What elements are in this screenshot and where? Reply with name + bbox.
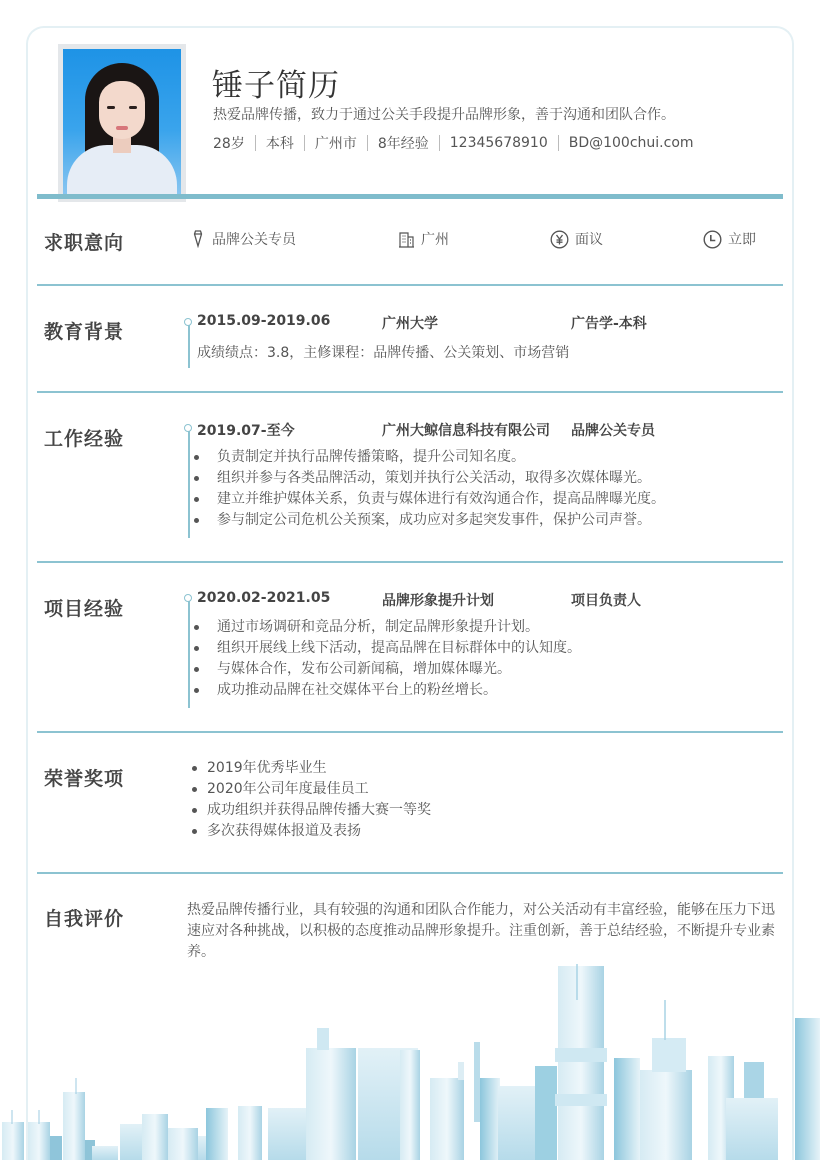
yen-icon xyxy=(550,230,569,249)
phone: 12345678910 xyxy=(449,135,548,151)
list-item: 2019年优秀毕业生 xyxy=(187,758,431,779)
education-major: 广告学-本科 xyxy=(571,316,647,332)
section-divider xyxy=(37,284,783,286)
clock-icon xyxy=(703,230,722,249)
work-position: 品牌公关专员 xyxy=(571,423,655,439)
education-school: 广州大学 xyxy=(382,316,438,332)
timeline-line xyxy=(188,324,190,368)
list-item: 成功组织并获得品牌传播大赛一等奖 xyxy=(187,800,431,821)
section-title-intent: 求职意向 xyxy=(44,232,125,254)
email: BD@100chui.com xyxy=(568,135,694,151)
experience-years: 8年经验 xyxy=(377,136,429,152)
list-item: 与媒体合作，发布公司新闻稿，增加媒体曝光。 xyxy=(189,659,581,680)
awards-list xyxy=(187,758,431,842)
section-title-work: 工作经验 xyxy=(44,428,125,450)
timeline-dot xyxy=(184,424,192,432)
list-item: 组织并参与各类品牌活动，策划并执行公关活动，取得多次媒体曝光。 xyxy=(189,468,665,489)
section-divider xyxy=(37,731,783,733)
work-company: 广州大鲸信息科技有限公司 xyxy=(382,423,550,439)
work-duties xyxy=(189,447,665,531)
resume-name: 锤子简历 xyxy=(212,68,340,104)
education-period: 2015.09-2019.06 xyxy=(197,313,331,329)
city-skyline-illustration xyxy=(0,960,820,1160)
list-item: 通过市场调研和竞品分析，制定品牌形象提升计划。 xyxy=(189,617,581,638)
education-level: 本科 xyxy=(265,136,294,152)
section-divider xyxy=(37,872,783,874)
tie-icon xyxy=(190,230,206,248)
section-title-education: 教育背景 xyxy=(44,321,125,343)
project-details xyxy=(189,617,581,701)
section-title-self-eval: 自我评价 xyxy=(44,908,125,930)
work-period: 2019.07-至今 xyxy=(197,423,295,439)
section-divider xyxy=(37,561,783,563)
list-item: 多次获得媒体报道及表扬 xyxy=(187,821,431,842)
timeline-dot xyxy=(184,318,192,326)
section-title-awards: 荣誉奖项 xyxy=(44,768,125,790)
project-period: 2020.02-2021.05 xyxy=(197,590,331,606)
resume-tagline: 热爱品牌传播，致力于通过公关手段提升品牌形象，善于沟通和团队合作。 xyxy=(213,107,675,123)
list-item: 参与制定公司危机公关预案，成功应对多起突发事件，保护公司声誉。 xyxy=(189,510,665,531)
self-eval-text: 热爱品牌传播行业，具有较强的沟通和团队合作能力，对公关活动有丰富经验，能够在压力下迅速应对各种挑战，以积极的态度推动品牌形象提升。注重创新，善于总结经验，不断提升专业素养。 xyxy=(187,902,775,960)
project-name: 品牌形象提升计划 xyxy=(382,593,494,609)
profile-photo xyxy=(58,44,186,202)
intent-availability: 立即 xyxy=(703,229,756,249)
section-title-project: 项目经验 xyxy=(44,598,125,620)
education-detail: 成绩绩点：3.8，主修课程：品牌传播、公关策划、市场营销 xyxy=(197,345,570,361)
city: 广州市 xyxy=(314,136,357,152)
list-item: 成功推动品牌在社交媒体平台上的粉丝增长。 xyxy=(189,680,581,701)
intent-city: 广州 xyxy=(398,229,449,249)
section-divider xyxy=(37,391,783,393)
avatar xyxy=(63,49,181,197)
building-icon xyxy=(398,231,415,248)
header-divider xyxy=(37,194,783,199)
age: 28岁 xyxy=(213,136,245,152)
personal-info xyxy=(213,133,694,153)
intent-salary: 面议 xyxy=(550,229,603,249)
list-item: 负责制定并执行品牌传播策略，提升公司知名度。 xyxy=(189,447,665,468)
project-role: 项目负责人 xyxy=(571,593,641,609)
timeline-dot xyxy=(184,594,192,602)
intent-position: 品牌公关专员 xyxy=(190,229,296,249)
list-item: 2020年公司年度最佳员工 xyxy=(187,779,431,800)
list-item: 组织开展线上线下活动，提高品牌在目标群体中的认知度。 xyxy=(189,638,581,659)
list-item: 建立并维护媒体关系，负责与媒体进行有效沟通合作，提高品牌曝光度。 xyxy=(189,489,665,510)
